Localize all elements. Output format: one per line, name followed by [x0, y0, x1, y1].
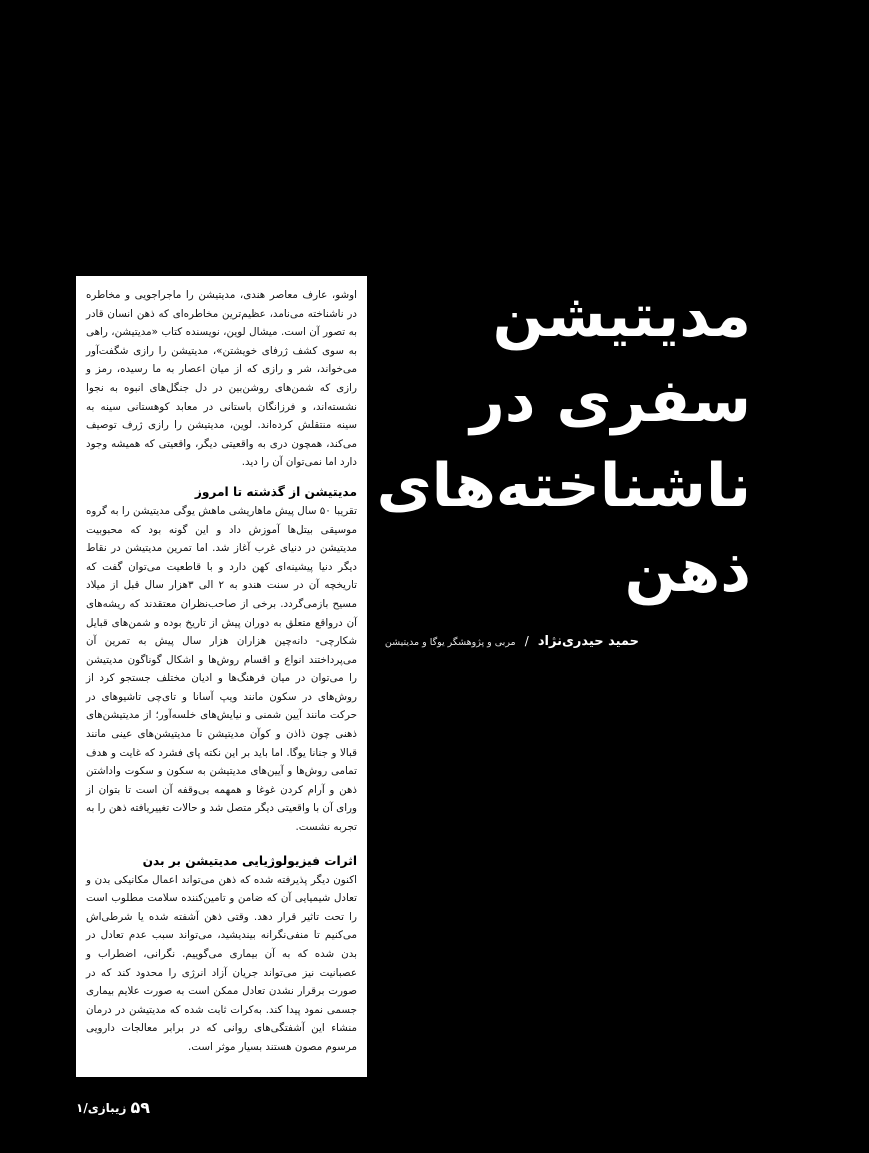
headline-line-3: ناشناخته‌های: [376, 451, 751, 521]
article-text-column: [76, 276, 367, 1077]
page-number: ۵۹: [130, 1098, 150, 1117]
byline: [385, 630, 639, 649]
section-heading-history: مدیتیشن از گذشته تا امروز: [194, 484, 357, 499]
magazine-issue: زیبازی/۱: [76, 1100, 127, 1115]
article-headline: [331, 274, 751, 614]
section-heading-physiology: اثرات فیزیولوژیایی مدیتیشن بر بدن: [142, 853, 357, 868]
section-body-physiology: اکنون دیگر پذیرفته شده که ذهن می‌تواند اعمال مکانیکی بدن و تعادل شیمیایی آن که ضامن و تامین‌کننده سلامت مطلوب است را تحت تاثیر قرار دهد. وقتی ذهن آشفته شده یا شرطی‌اش می‌کنیم تا منفی‌نگرانه بیندیشید، می‌تواند سبب عدم تعادل در بدن شده که به آن بیماری می‌گوییم. نگرانی، اضطراب و عصبانیت نیز می‌تواند جریان آزاد انرژی را محدود کند که در صورت برقرار نشدن تعادل ممکن است به صورت علایم بیماری جسمی نمود پیدا کند. به‌کرات ثابت شده که مدیتیشن در درمان منشاء این آشفتگی‌های روانی که در برابر معالجات دارویی مرسوم مصون هستند بسیار موثر است.: [86, 873, 357, 1053]
article-intro: اوشو، عارف معاصر هندی، مدیتیشن را ماجراجویی و مخاطره در ناشناخته می‌نامد، عظیم‌ترین مخاطره‌ای که ذهن انسان قادر به تصور آن است. میشال لوین، نویسنده کتاب «مدیتیشن، راهی به سوی کشف ژرفای خویشتن»، مدیتیشن را رازی شگفت‌آور می‌خواند، شر و رازی که از میان اعصار به ما رسیده، رمز و رازی که شمن‌های روشن‌بین در دل جنگل‌های انبوه به نجوا نشسته‌اند، و فرزانگان باستانی در معابد کوهستانی سینه به سینه منتقلش کرده‌اند. لوین، مدیتیشن را رازی ژرف توصیف می‌کند، همچون دری به واقعیتی دیگر، واقعیتی که همیشه وجود دارد اما نمی‌توان آن را دید.: [86, 289, 357, 469]
author-name: حمید حیدری‌نژاد: [537, 634, 639, 649]
page-footer: [76, 1098, 150, 1117]
headline-line-2: سفری در: [470, 366, 751, 436]
headline-line-4: ذهن: [624, 536, 751, 606]
section-body-history: تقریبا ۵۰ سال پیش ماهاریشی ماهش یوگی مدیتیشن را به گروه موسیقی بیتل‌ها آموزش داد و این گونه بود که محبوبیت مدیتیشن در دنیای غرب آغاز شد. اما تمرین مدیتیشن در نقاط دیگر دنیا پیشینه‌ای کهن دارد و با قاطعیت می‌توان گفت که تاریخچه آن در سنت هندو به ۲ الی ۳هزار سال قبل از میلاد مسیح بازمی‌گردد. برخی از صاحب‌نظران معتقدند که ریشه‌های آن درواقع متعلق به دوران پیش از تاریخ بوده و شمن‌های قبایل شکارچی- دانه‌چین هزاران هزار سال پیش به تمرین آن می‌پرداختند انواع و اقسام روش‌ها و اشکال گوناگون مدیتیشن را می‌توان در میان فرهنگ‌ها و ادیان مختلف جستجو کرد از روش‌های در سکون مانند ویپ آسانا و تای‌چی تاشیوهای در حرکت مانند آیین شمنی و نیایش‌های خلسه‌آور؛ از مدیتیشن‌های ذهنی چون ذاذن و کوآن مدیتیشن تا مدیتیشن‌های عینی مانند قبالا و جنانا یوگا. اما باید بر این نکته پای فشرد که غایت و هدف تمامی روش‌ها و آیین‌های مدیتیشن به سکون و سکوت واداشتن ذهن و آرام کردن غوغا و همهمه بی‌وقفه آن است تا بتوان از ورای آن با واقعیتی دیگر متصل شد و حالات تغییریافته ذهن را به تجربه نشست.: [86, 504, 358, 834]
author-role: مربی و پژوهشگر یوگا و مدیتیشن: [384, 637, 516, 648]
byline-separator: /: [524, 634, 529, 648]
headline-line-1: مدیتیشن: [492, 281, 751, 351]
